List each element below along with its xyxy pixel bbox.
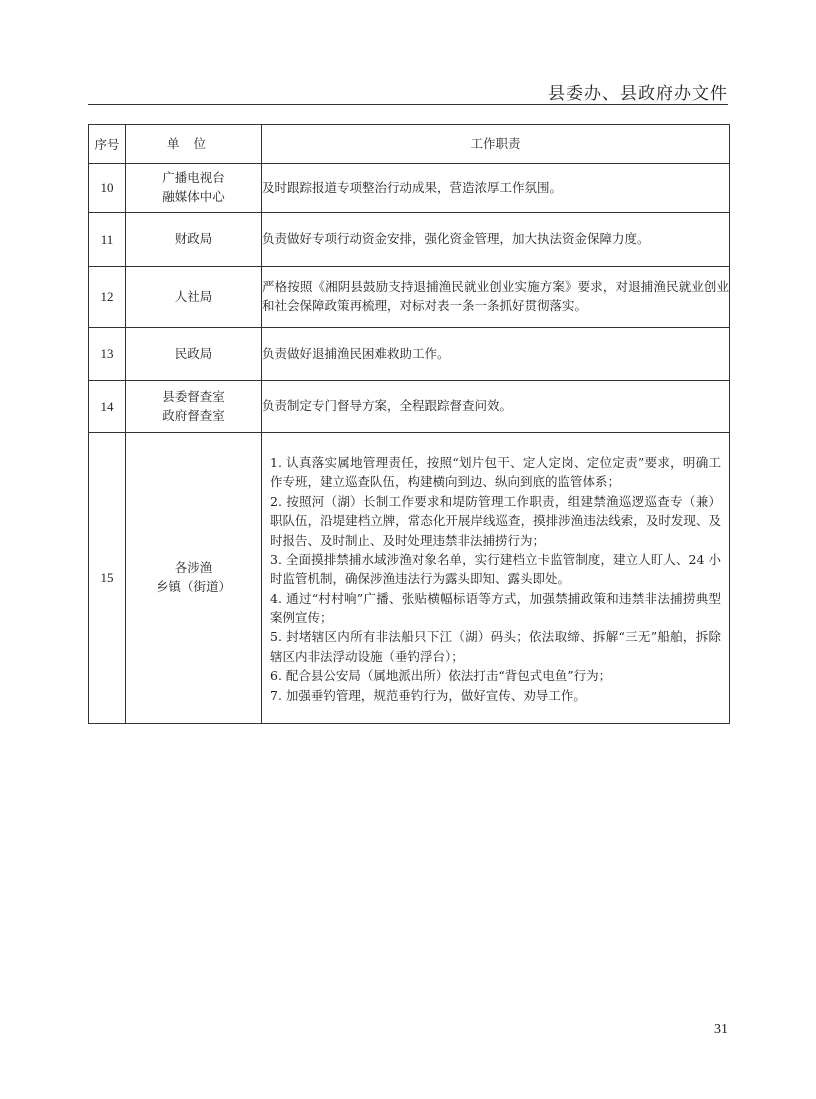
row-duty [262, 433, 730, 724]
duty-list-item: 2. 按照河（湖）长制工作要求和堤防管理工作职责，组建禁渔巡逻巡查专（兼）职队伍，沿堤建档立牌，常态化开展岸线巡查，摸排涉渔违法线索，及时发现、及时报告、及时制止、及时处理违禁非法捕捞行为； [270, 493, 721, 548]
row-unit [126, 164, 262, 213]
row-unit [126, 433, 262, 724]
row-duty [262, 164, 730, 213]
table-row [89, 267, 730, 328]
row-number: 14 [89, 381, 126, 433]
row-number: 13 [89, 328, 126, 381]
duty-table [88, 124, 730, 724]
column-header-no: 序号 [89, 125, 126, 164]
duty-text: 严格按照《湘阴县鼓励支持退捕渔民就业创业实施方案》要求，对退捕渔民就业创业和社会保障政策再梳理，对标对表一条一条抓好贯彻落实。 [262, 279, 729, 313]
unit-line: 各涉渔 [174, 560, 213, 576]
header-divider [88, 104, 728, 105]
duty-text: 及时跟踪报道专项整治行动成果，营造浓厚工作氛围。 [262, 179, 563, 195]
duty-list-item: 4. 通过“村村响”广播、张贴横幅标语等方式，加强禁捕政策和违禁非法捕捞典型案例宣传； [270, 590, 721, 625]
duty-list-item: 1. 认真落实属地管理责任，按照“划片包干、定人定岗、定位定责”要求，明确工作专班，建立巡查队伍，构建横向到边、纵向到底的监管体系； [270, 455, 721, 490]
document-header-title: 县委办、县政府办文件 [548, 84, 728, 104]
row-duty [262, 381, 730, 433]
column-header-duty: 工作职责 [262, 125, 730, 164]
unit-line: 民政局 [174, 345, 213, 361]
table-row [89, 164, 730, 213]
row-duty [262, 328, 730, 381]
column-header-unit: 单位 [126, 125, 262, 164]
unit-line: 财政局 [174, 231, 213, 247]
duty-text: 负责做好专项行动资金安排，强化资金管理，加大执法资金保障力度。 [262, 231, 650, 247]
duty-list-item: 3. 全面摸排禁捕水域涉渔对象名单，实行建档立卡监管制度，建立人盯人、24 小时监管机制，确保涉渔违法行为露头即知、露头即处。 [270, 551, 721, 587]
duty-text: 负责做好退捕渔民困难救助工作。 [262, 345, 450, 361]
row-number: 11 [89, 213, 126, 267]
row-duty [262, 267, 730, 328]
page-number: 31 [714, 1022, 728, 1037]
unit-line: 乡镇（街道） [155, 578, 231, 594]
unit-line: 广播电视台 [162, 170, 225, 186]
table-header-row [89, 125, 730, 164]
duty-list-item: 5. 封堵辖区内所有非法船只下江（湖）码头；依法取缔、拆解“三无”船舶，拆除辖区内非法浮动设施（垂钓浮台）； [270, 629, 721, 664]
row-unit [126, 267, 262, 328]
table-row [89, 328, 730, 381]
duty-text: 负责制定专门督导方案，全程跟踪督查问效。 [262, 398, 513, 414]
row-unit [126, 328, 262, 381]
unit-line: 融媒体中心 [162, 189, 225, 204]
unit-line: 人社局 [174, 288, 213, 304]
table-row [89, 433, 730, 724]
row-duty [262, 213, 730, 267]
row-number: 12 [89, 267, 126, 328]
row-number: 15 [89, 433, 126, 724]
duty-list-item: 7. 加强垂钓管理，规范垂钓行为，做好宣传、劝导工作。 [270, 687, 586, 703]
unit-line: 政府督查室 [162, 407, 225, 423]
unit-line: 县委督查室 [162, 388, 225, 404]
duty-list-item: 6. 配合县公安局（属地派出所）依法打击“背包式电鱼”行为； [270, 668, 612, 684]
table-row [89, 381, 730, 433]
row-unit [126, 381, 262, 433]
row-number: 10 [89, 164, 126, 213]
table-row [89, 213, 730, 267]
row-unit [126, 213, 262, 267]
